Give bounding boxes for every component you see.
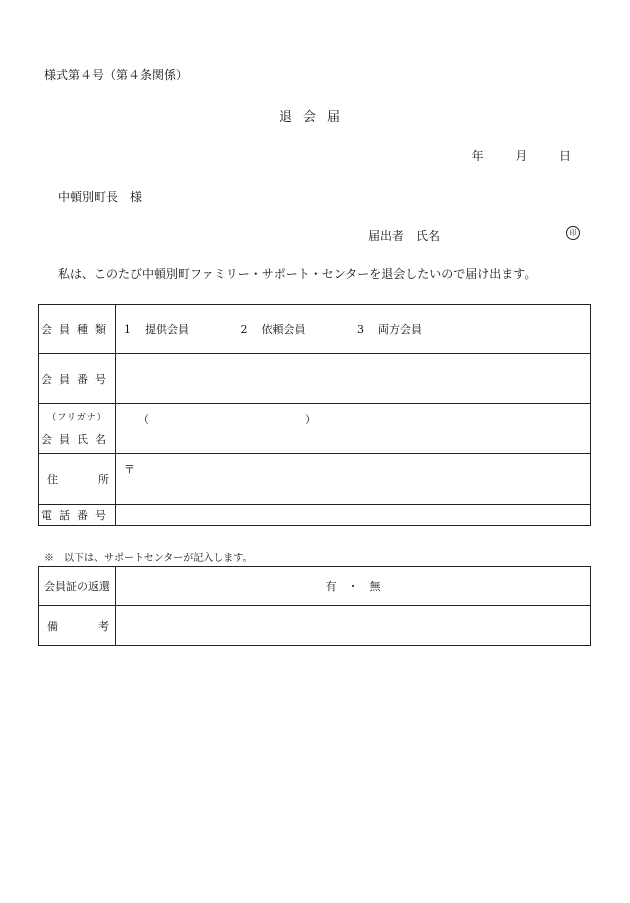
furigana-field[interactable]: （ ） (138, 412, 316, 426)
member-name-field[interactable] (116, 404, 591, 454)
card-return-choice[interactable]: 有 ・ 無 (116, 567, 591, 606)
date-day-label: 日 (558, 149, 571, 163)
date-line (472, 147, 571, 164)
member-name-label: 会員氏名 (41, 433, 113, 446)
phone-label-cell (39, 505, 116, 526)
member-number-label: 会員番号 (41, 372, 113, 386)
card-return-row (39, 567, 591, 606)
remarks-field[interactable] (116, 606, 591, 646)
applicant-name-label: 届出者 氏名 (368, 229, 441, 243)
addressee: 中頓別町長 様 (58, 190, 143, 204)
member-type-options-cell[interactable] (116, 305, 591, 354)
member-number-row (39, 354, 591, 404)
member-number-label-cell (39, 354, 116, 404)
member-type-row (39, 305, 591, 354)
member-type-option-3[interactable]: 3 両方会員 (357, 323, 422, 336)
office-use-table (38, 566, 591, 646)
phone-row (39, 505, 591, 526)
remarks-label: 備 考 (47, 619, 109, 633)
remarks-row (39, 606, 591, 646)
phone-label: 電話番号 (41, 509, 113, 522)
card-return-label: 会員証の返還 (39, 567, 116, 606)
seal-icon: 印 (566, 226, 580, 240)
member-number-field[interactable] (116, 354, 591, 404)
furigana-label: （フリガナ） (47, 413, 107, 423)
address-field[interactable] (116, 454, 591, 505)
office-use-note: ※ 以下は、サポートセンターが記入します。 (44, 553, 253, 564)
member-type-label-cell (39, 305, 116, 354)
member-type-options (116, 321, 590, 337)
date-year-label: 年 (471, 149, 484, 163)
date-month-label: 月 (515, 149, 528, 163)
form-number: 様式第４号（第４条関係） (44, 68, 189, 82)
postal-mark: 〒 (124, 463, 135, 476)
applicant-row (368, 227, 580, 244)
address-row (39, 454, 591, 505)
address-label: 住 所 (47, 473, 109, 486)
statement: 私は、このたび中頓別町ファミリー・サポート・センターを退会したいので届け出ます。 (58, 267, 537, 281)
member-name-row (39, 404, 591, 454)
remarks-label-cell (39, 606, 116, 646)
member-type-option-1[interactable]: 1 提供会員 (124, 323, 189, 336)
member-type-label: 会員種類 (41, 323, 113, 336)
phone-field[interactable] (116, 505, 591, 526)
membership-table (38, 304, 591, 526)
member-type-option-2[interactable]: 2 依頼会員 (240, 323, 306, 336)
member-name-label-cell (39, 404, 116, 454)
page-title: 退会届 (278, 110, 351, 125)
address-label-cell (39, 454, 116, 505)
